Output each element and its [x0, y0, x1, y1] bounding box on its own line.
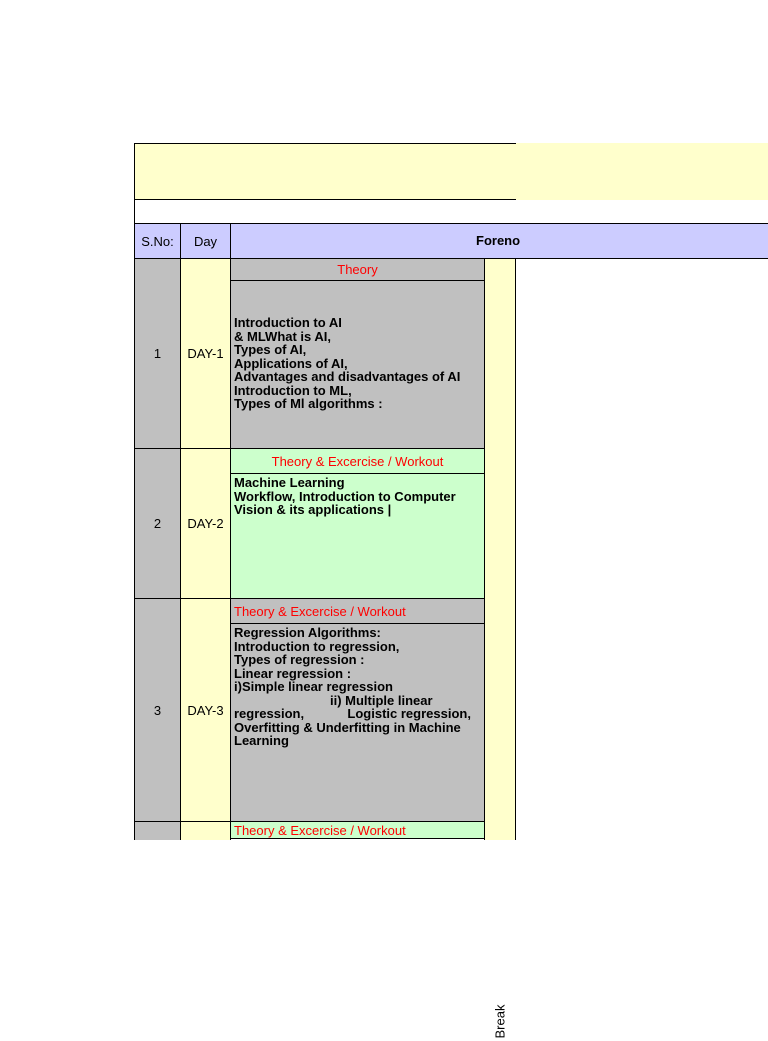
topic-line: ii) Multiple linear	[330, 692, 433, 708]
topic-line: Introduction to AI	[234, 315, 342, 330]
row-2-label: Theory & Excercise / Workout	[230, 448, 485, 474]
topic-line: Types of AI,	[234, 342, 307, 357]
topic-line: Workflow, Introduction to Computer	[234, 488, 456, 504]
row-2-sno: 2	[134, 448, 181, 599]
topic-line: Introduction to ML,	[234, 382, 352, 398]
header-sno: S.No:	[134, 223, 181, 259]
row-1-topics	[230, 280, 485, 449]
title-band-extension	[516, 143, 768, 200]
row-3-topics	[230, 623, 485, 822]
row-3-label: Theory & Excercise / Workout	[230, 598, 485, 624]
topic-line: & MLWhat is AI,	[234, 328, 332, 344]
break-label: Break	[492, 1004, 508, 1038]
header-day: Day	[180, 223, 231, 259]
topic-line: Applications of AI,	[234, 355, 348, 371]
header-forenoon	[230, 223, 768, 259]
topic-line: Learning	[234, 733, 289, 748]
topic-line: Types of regression :	[234, 652, 365, 667]
topic-line: regression, Logistic regression,	[234, 706, 471, 721]
row-4-label: Theory & Excercise / Workout	[230, 821, 485, 839]
topic-line: Machine Learning	[234, 475, 345, 490]
topic-line: Advantages and disadvantages of AI	[234, 369, 461, 384]
topic-line: Introduction to regression,	[234, 638, 400, 654]
topic-line: Types of Ml algorithms :	[234, 396, 383, 411]
row-2-day: DAY-2	[180, 448, 231, 599]
row-3-day: DAY-3	[180, 598, 231, 822]
title-band	[134, 143, 516, 200]
row-1-sno: 1	[134, 258, 181, 449]
row-4-sno	[134, 821, 181, 840]
row-3-sno: 3	[134, 598, 181, 822]
header-forenoon-label: Foreno	[476, 233, 521, 248]
topic-line: Linear regression :	[234, 665, 352, 681]
topic-line: Overfitting & Underfitting in Machine	[234, 719, 461, 735]
row-4-day	[180, 821, 231, 840]
row-1-label: Theory	[230, 258, 485, 281]
break-column	[484, 258, 516, 1038]
row-1-day: DAY-1	[180, 258, 231, 449]
blank-row	[134, 199, 516, 224]
row-2-topics	[230, 473, 485, 599]
topic-line: Regression Algorithms:	[234, 625, 381, 640]
topic-line: i)Simple linear regression	[234, 679, 393, 694]
topic-line: Vision & its applications |	[234, 502, 392, 517]
